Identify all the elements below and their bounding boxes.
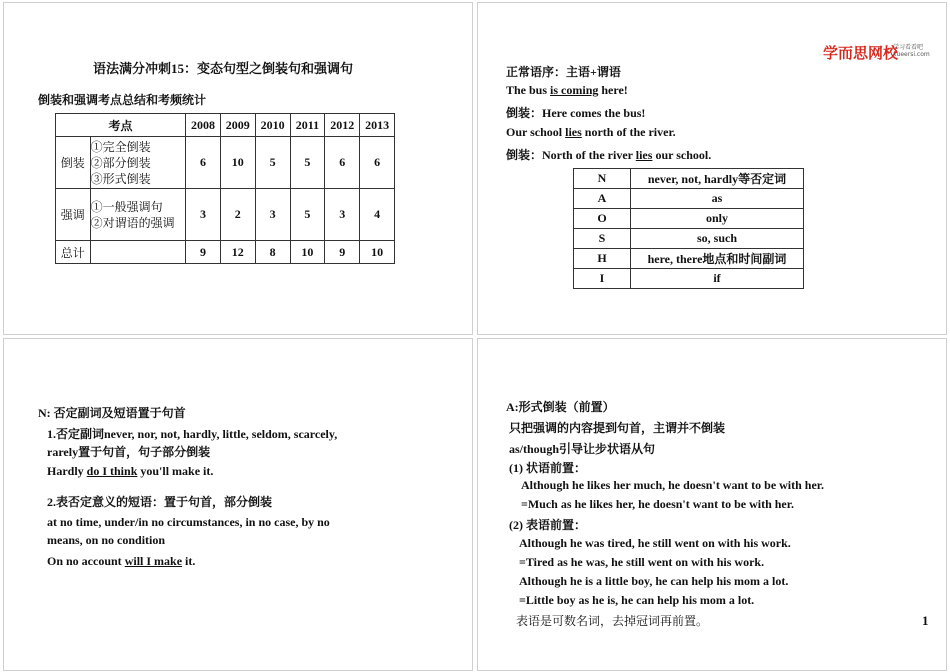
row-items xyxy=(90,189,185,241)
table-row xyxy=(56,137,395,189)
text: you'll make it. xyxy=(137,464,214,478)
logo-text: 学而思网校 xyxy=(823,44,899,62)
table-row xyxy=(574,249,804,269)
value-cell: if xyxy=(631,269,804,289)
underlined-text: will I make xyxy=(124,554,183,568)
underlined-text: lies xyxy=(565,125,582,139)
underlined-text: do I think xyxy=(86,464,138,478)
value-cell: 5 xyxy=(290,189,325,241)
subheading: (1) 状语前置： xyxy=(509,461,586,475)
table-row xyxy=(574,229,804,249)
row-items xyxy=(90,137,185,189)
item: ①一般强调句 xyxy=(90,199,163,214)
rule-line: means, on no condition xyxy=(47,533,166,547)
text: Our school xyxy=(506,125,566,139)
value-cell: never, not, hardly等否定词 xyxy=(631,169,804,189)
logo-url: xueersi.com xyxy=(893,51,930,58)
underlined-text: is coming xyxy=(550,83,599,97)
value-cell: 12 xyxy=(220,241,255,264)
example-line xyxy=(506,146,711,163)
text: 倒装：North of the river xyxy=(506,148,636,162)
value-cell: 3 xyxy=(255,189,290,241)
example-line: 倒装：Here comes the bus! xyxy=(506,106,646,120)
value-cell: 8 xyxy=(255,241,290,264)
header-cell: 2008 xyxy=(186,114,221,137)
value-cell: 9 xyxy=(325,241,360,264)
normal-order-label: 正常语序：主语+谓语 xyxy=(506,65,621,79)
example-line: =Much as he likes her, he doesn't want to be with her. xyxy=(521,497,794,511)
text: The bus xyxy=(506,83,551,97)
key-cell: S xyxy=(574,229,631,249)
nashi-table xyxy=(573,168,804,289)
example-line xyxy=(47,464,213,479)
section-heading: N: 否定副词及短语置于句首 xyxy=(38,406,186,420)
slide1-subtitle: 倒装和强调考点总结和考频统计 xyxy=(38,93,207,107)
item: ①完全倒装 xyxy=(90,139,151,154)
text: our school. xyxy=(652,148,712,162)
value-cell: 6 xyxy=(325,137,360,189)
key-cell: O xyxy=(574,209,631,229)
table-row xyxy=(56,241,395,264)
underlined-text: lies xyxy=(635,148,653,162)
header-cell: 2013 xyxy=(360,114,395,137)
example-line: =Tired as he was, he still went on with his work. xyxy=(519,555,765,569)
header-cell: 2010 xyxy=(255,114,290,137)
header-cell: 2009 xyxy=(220,114,255,137)
note-line: 表语是可数名词，去掉冠词再前置。 xyxy=(516,614,709,628)
example-line: Although he was tired, he still went on with his work. xyxy=(519,536,791,550)
table-row xyxy=(574,269,804,289)
subheading: (2) 表语前置： xyxy=(509,518,586,532)
key-cell: H xyxy=(574,249,631,269)
table-row xyxy=(574,189,804,209)
header-cell: 2012 xyxy=(325,114,360,137)
key-cell: I xyxy=(574,269,631,289)
value-cell: 5 xyxy=(290,137,325,189)
value-cell: here, there地点和时间副词 xyxy=(631,249,804,269)
text: here! xyxy=(598,83,628,97)
rule-line: 1.否定副词never, nor, not, hardly, little, seldom, scarcely, xyxy=(47,427,338,441)
logo-tagline: 学习看看吧 xyxy=(893,44,924,51)
example-line xyxy=(47,554,195,569)
page-number: 1 xyxy=(922,613,929,628)
example-line xyxy=(506,83,628,98)
row-items xyxy=(90,241,185,264)
value-cell: 10 xyxy=(290,241,325,264)
example-line: Although he is a little boy, he can help his mom a lot. xyxy=(519,574,789,588)
rule-line: rarely置于句首，句子部分倒装 xyxy=(47,445,211,459)
brand-logo xyxy=(823,44,933,62)
header-cell: 考点 xyxy=(56,114,186,137)
text: north of the river. xyxy=(581,125,676,139)
rule-line: at no time, under/in no circumstances, in no case, by no xyxy=(47,515,330,529)
value-cell: 10 xyxy=(220,137,255,189)
value-cell: 4 xyxy=(360,189,395,241)
table-header-row xyxy=(56,114,395,137)
table-row xyxy=(574,209,804,229)
value-cell: 2 xyxy=(220,189,255,241)
table-row xyxy=(574,169,804,189)
section-heading: A:形式倒装（前置） xyxy=(506,400,615,414)
row-label: 总计 xyxy=(56,241,91,264)
item: ③形式倒装 xyxy=(90,171,151,186)
logo-small xyxy=(893,44,930,58)
rule-line: 2.表否定意义的短语：置于句首，部分倒装 xyxy=(47,495,273,509)
text: On no account xyxy=(47,554,125,568)
key-cell: N xyxy=(574,169,631,189)
example-line: =Little boy as he is, he can help his mom a lot. xyxy=(519,593,755,607)
item: ②部分倒装 xyxy=(90,155,151,170)
value-cell: 3 xyxy=(186,189,221,241)
rule-line: as/though引导让步状语从句 xyxy=(509,442,656,456)
value-cell: only xyxy=(631,209,804,229)
table-row xyxy=(56,189,395,241)
text: Hardly xyxy=(47,464,87,478)
key-cell: A xyxy=(574,189,631,209)
text: it. xyxy=(182,554,196,568)
value-cell: 6 xyxy=(360,137,395,189)
value-cell: 10 xyxy=(360,241,395,264)
row-label: 强调 xyxy=(56,189,91,241)
header-cell: 2011 xyxy=(290,114,325,137)
example-line: Although he likes her much, he doesn't want to be with her. xyxy=(521,478,825,492)
value-cell: 6 xyxy=(186,137,221,189)
slide1-title: 语法满分冲刺15：变态句型之倒装句和强调句 xyxy=(93,61,354,76)
value-cell: 3 xyxy=(325,189,360,241)
value-cell: so, such xyxy=(631,229,804,249)
item: ②对谓语的强调 xyxy=(90,215,175,230)
example-line xyxy=(506,125,676,140)
value-cell: as xyxy=(631,189,804,209)
value-cell: 5 xyxy=(255,137,290,189)
rule-line: 只把强调的内容提到句首，主谓并不倒装 xyxy=(509,421,726,435)
value-cell: 9 xyxy=(186,241,221,264)
frequency-table xyxy=(55,113,395,264)
row-label: 倒装 xyxy=(56,137,91,189)
